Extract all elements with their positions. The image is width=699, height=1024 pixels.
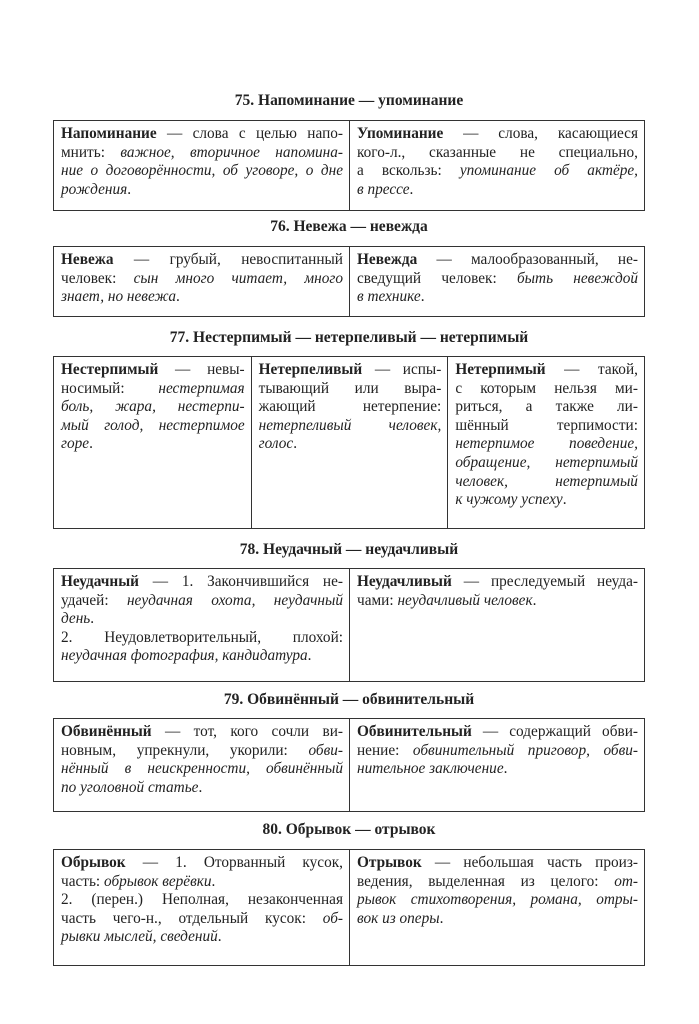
text-line — [61, 144, 343, 163]
definition-text: ведения, выделенная из целого: — [357, 872, 615, 890]
definition-text: . — [127, 180, 132, 198]
definition-text: — небольшая часть произ- — [421, 854, 638, 871]
headword: Нетерпеливый — [258, 361, 363, 378]
definition-text: новным, упрекнули, укорили: — [61, 741, 309, 759]
definition-text: жающий нетерпение: — [258, 398, 442, 416]
definition-text: . — [89, 435, 93, 453]
definition-text: — 1. Закончившийся не- — [138, 573, 343, 590]
definition-text: — малообразованный, не- — [417, 251, 638, 268]
text-line — [357, 592, 638, 611]
text-line — [61, 760, 343, 779]
definition-cell — [349, 121, 644, 210]
text-line — [455, 380, 638, 399]
definition-text: человек: — [61, 269, 134, 287]
definition-text: носимый: — [61, 379, 159, 397]
definition-text: — тот, кого сочли ви- — [151, 723, 343, 740]
text-line — [357, 181, 638, 200]
headword: Обрывок — [61, 854, 126, 871]
text-line — [357, 873, 638, 892]
text-line — [259, 435, 442, 454]
text-line — [61, 251, 343, 270]
text-line — [61, 380, 245, 399]
definition-text: — испы- — [362, 361, 442, 378]
headword: Упоминание — [357, 125, 444, 142]
text-line — [61, 573, 343, 592]
headword: Напоминание — [61, 125, 157, 142]
entry-heading: 77. Нестерпимый — нетерпеливый — нетерпимый — [169, 329, 529, 346]
text-line — [357, 270, 638, 289]
definition-table — [53, 356, 645, 529]
definition-text: мнить: — [61, 143, 121, 161]
definition-text: — слова с целью напо- — [156, 125, 343, 142]
usage-example: в технике — [357, 288, 421, 306]
entry-heading: 75. Напоминание — упоминание — [234, 92, 464, 109]
headword: Обвинительный — [357, 723, 472, 740]
definition-table — [53, 120, 645, 211]
text-line — [61, 910, 343, 929]
text-line — [61, 417, 245, 436]
definition-table — [53, 849, 645, 966]
usage-example: голос — [258, 435, 294, 453]
usage-example: мый голод, нестерпимое — [61, 416, 245, 434]
text-line — [61, 361, 245, 380]
usage-example: к чужому успеху — [455, 491, 563, 509]
text-line — [357, 742, 638, 761]
definition-text: сведущий человек: — [357, 269, 517, 287]
usage-example: рывки мыслей, сведений — [61, 928, 218, 946]
definition-cell — [349, 719, 644, 811]
text-line — [61, 891, 343, 910]
usage-example: от- — [614, 872, 638, 890]
entry-heading: 80. Обрывок — отрывок — [262, 821, 436, 838]
definition-cell — [54, 719, 349, 811]
definition-text: — 1. Оторванный кусок, — [125, 854, 343, 871]
usage-example: горе — [61, 435, 90, 453]
definition-text: — слова, касающиеся — [443, 125, 638, 142]
usage-example: рывок стихотворения, романа, отры- — [357, 891, 638, 909]
headword: Отрывок — [357, 854, 422, 871]
usage-example: нестерпимая — [158, 379, 245, 397]
text-line — [455, 454, 638, 473]
text-line — [455, 398, 638, 417]
text-line — [61, 928, 343, 947]
usage-example: неудачливый человек — [397, 591, 533, 609]
definition-cell — [447, 357, 644, 528]
text-line — [357, 251, 638, 270]
text-line — [61, 288, 343, 307]
definition-text: . — [90, 610, 95, 628]
entry-heading: 76. Невежа — невежда — [270, 218, 428, 235]
definition-text: — содержащий обви- — [471, 723, 638, 740]
text-line — [357, 760, 638, 779]
definition-text: . — [198, 778, 203, 796]
usage-example: обви- — [308, 741, 343, 759]
headword: Невежда — [357, 251, 418, 268]
definition-text: . — [211, 872, 216, 890]
definition-text: удачей: — [61, 591, 127, 609]
text-line — [455, 417, 638, 436]
usage-example: в прессе — [357, 180, 410, 198]
text-line — [259, 398, 442, 417]
definition-text: . — [409, 180, 414, 198]
definition-table — [53, 246, 645, 317]
text-line — [61, 162, 343, 181]
definition-text: риться, а также ли- — [455, 398, 638, 416]
definition-cell — [54, 357, 251, 528]
text-line — [259, 380, 442, 399]
text-line — [357, 910, 638, 929]
usage-example: быть невеждой — [516, 269, 638, 287]
usage-example: важное, вторичное напомина- — [120, 143, 343, 161]
headword: Обвинённый — [61, 723, 152, 740]
definition-text: кого-л., сказанные не специально, — [357, 143, 638, 161]
entry-heading: 79. Обвинённый — обвинительный — [223, 691, 475, 708]
usage-example: неудачная фотография, кандидатура — [61, 647, 308, 665]
text-line — [259, 417, 442, 436]
text-line — [357, 854, 638, 873]
text-line — [61, 629, 343, 648]
definition-cell — [349, 850, 644, 965]
definition-text: — невы- — [158, 361, 245, 378]
usage-example: нённый в неискренности, обвинённый — [61, 760, 343, 778]
definition-cell — [349, 247, 644, 316]
definition-text: тывающий или выра- — [258, 379, 442, 397]
definition-text: шённый терпимости: — [455, 416, 638, 434]
text-line — [61, 742, 343, 761]
text-line — [357, 573, 638, 592]
text-line — [61, 435, 245, 454]
definition-text: 2. Неудовлетворительный, плохой: — [61, 628, 343, 646]
definition-text: . — [307, 647, 312, 665]
text-line — [357, 891, 638, 910]
definition-cell — [349, 569, 644, 681]
headword: Неудачный — [61, 573, 139, 590]
definition-text: чами: — [357, 591, 398, 609]
text-line — [455, 473, 638, 492]
definition-text: . — [562, 491, 567, 509]
definition-text: . — [439, 909, 444, 927]
text-line — [357, 144, 638, 163]
text-line — [357, 125, 638, 144]
definition-text: . — [293, 435, 298, 453]
usage-example: знает, но невежа — [61, 288, 177, 306]
usage-example: нительное заключение — [357, 760, 504, 778]
definition-text: . — [532, 591, 537, 609]
definition-cell — [251, 357, 448, 528]
text-line — [61, 610, 343, 629]
usage-example: нетерпимое поведение, — [455, 435, 638, 453]
definition-text: . — [420, 288, 425, 306]
definition-cell — [54, 247, 349, 316]
text-line — [61, 592, 343, 611]
headword: Невежа — [61, 251, 114, 268]
entry-heading: 78. Неудачный — неудачливый — [239, 541, 459, 558]
text-line — [61, 181, 343, 200]
text-line — [455, 435, 638, 454]
usage-example: сын много читает, много — [133, 269, 343, 287]
usage-example: обращение, нетерпимый — [455, 453, 638, 471]
headword: Нетерпимый — [455, 361, 546, 378]
text-line — [61, 854, 343, 873]
text-line — [61, 647, 343, 666]
text-line — [61, 398, 245, 417]
usage-example: человек, нетерпимый — [455, 472, 638, 490]
usage-example: нетерпеливый человек, — [258, 416, 442, 434]
text-line — [259, 361, 442, 380]
definition-text: — такой, — [545, 361, 638, 378]
definition-text: часть: — [61, 872, 105, 890]
headword: Неудачливый — [357, 573, 452, 590]
text-line — [357, 288, 638, 307]
usage-example: вок из оперы — [357, 909, 440, 927]
definition-text: с которым нельзя ми- — [455, 379, 638, 397]
definition-text: 2. (перен.) Неполная, незаконченная — [61, 891, 343, 909]
text-line — [455, 361, 638, 380]
text-line — [61, 125, 343, 144]
usage-example: об- — [322, 909, 343, 927]
usage-example: неудачная охота, неудачный — [126, 591, 343, 609]
usage-example: обрывок верёвки — [104, 872, 212, 890]
definition-text: нение: — [357, 741, 413, 759]
text-line — [61, 779, 343, 798]
definition-cell — [54, 121, 349, 210]
text-line — [61, 873, 343, 892]
usage-example: день — [61, 610, 91, 628]
text-line — [61, 723, 343, 742]
definition-text: — преследуемый неуда- — [451, 573, 638, 590]
usage-example: упоминание об актёре, — [459, 162, 639, 180]
definition-text: . — [503, 760, 508, 778]
definition-text: часть чего-н., отдельный кусок: — [61, 909, 323, 927]
usage-example: боль, жара, нестерпи- — [61, 398, 245, 416]
headword: Нестерпимый — [61, 361, 159, 378]
text-line — [61, 270, 343, 289]
definition-table — [53, 568, 645, 682]
definition-text: . — [176, 288, 180, 306]
definition-cell — [54, 569, 349, 681]
text-line — [455, 491, 638, 510]
definition-text: . — [217, 928, 222, 946]
usage-example: рождения — [61, 180, 128, 198]
text-line — [357, 723, 638, 742]
usage-example: по уголовной статье — [61, 778, 199, 796]
definition-table — [53, 718, 645, 812]
definition-cell — [54, 850, 349, 965]
definition-text: — грубый, невоспитанный — [113, 251, 343, 268]
usage-example: обвинительный приговор, обви- — [412, 741, 638, 759]
usage-example: ние о договорённости, об уговоре, о дне — [61, 162, 343, 180]
text-line — [357, 162, 638, 181]
definition-text: а вскользь: — [357, 162, 460, 180]
